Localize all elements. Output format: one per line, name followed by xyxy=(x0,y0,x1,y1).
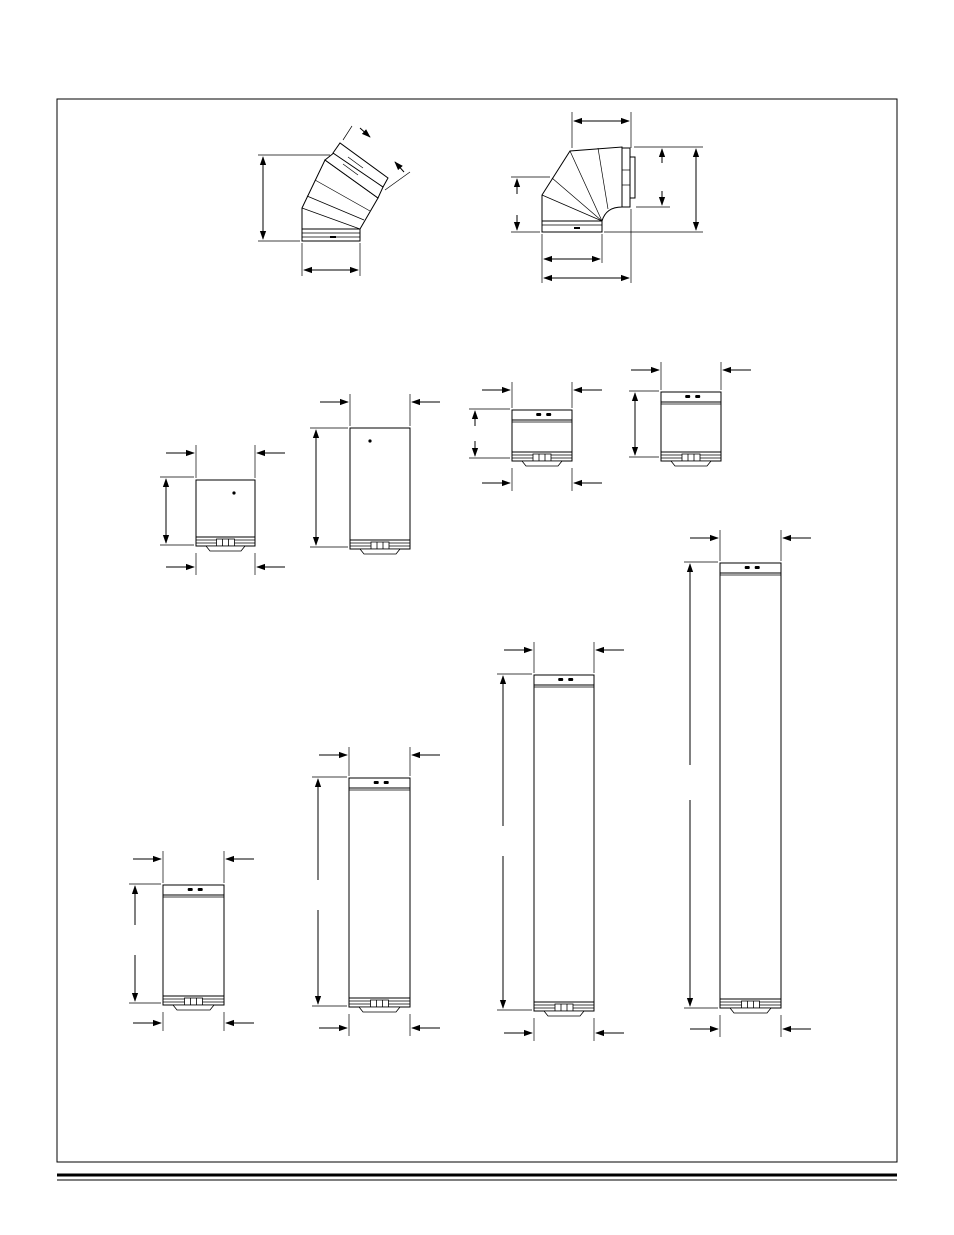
pipe-medium-dot-dot xyxy=(368,439,371,442)
straight-pipes-group xyxy=(129,362,811,1041)
elbow-45-figure xyxy=(258,126,410,276)
pipe-24-body xyxy=(349,778,410,998)
pipe-12-figure xyxy=(129,851,254,1031)
pipe-short-dot-body xyxy=(196,480,255,537)
pipe-adjustable-medium-figure xyxy=(629,362,751,466)
pipe-medium-dot-figure xyxy=(310,394,440,554)
pipe-medium-dot-body xyxy=(350,428,410,540)
pipe-24-slot xyxy=(374,781,379,784)
pipe-adjustable-short-figure xyxy=(469,382,602,491)
pipe-12-slot xyxy=(188,888,193,891)
pipe-36-figure xyxy=(497,642,624,1041)
pipe-short-dot-dot xyxy=(232,491,235,494)
pipe-48-figure xyxy=(684,530,811,1037)
pipe-48-body xyxy=(720,563,781,999)
pipe-36-slot xyxy=(558,678,563,681)
pipe-short-dot-figure xyxy=(160,445,285,575)
pipe-12-body xyxy=(163,885,224,996)
pipe-48-slot xyxy=(745,566,750,569)
pipe-adjustable-medium-slot xyxy=(685,395,690,398)
elbow-90-figure xyxy=(511,112,703,283)
pipe-24-figure xyxy=(312,747,440,1036)
pipe-adjustable-short-slot xyxy=(536,413,541,416)
pipe-36-body xyxy=(534,675,594,1002)
